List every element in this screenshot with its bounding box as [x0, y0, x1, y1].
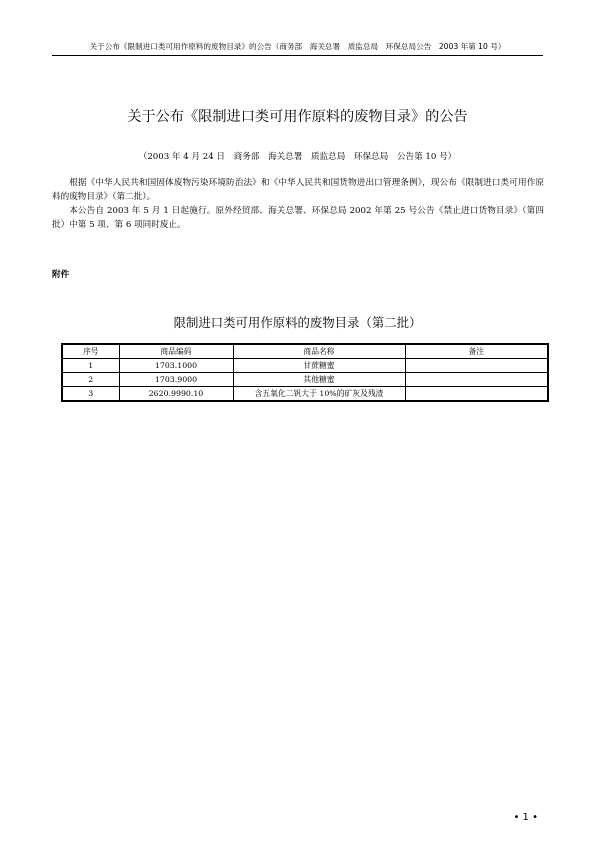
page-number: • 1 • [513, 812, 538, 823]
cell-code: 2620.9990.10 [119, 387, 233, 402]
column-header-serial: 序号 [62, 344, 119, 359]
table-row [62, 387, 548, 402]
column-header-remarks: 备注 [405, 344, 548, 359]
cell-name: 其他糖蜜 [233, 373, 405, 387]
column-header-name: 商品名称 [233, 344, 405, 359]
cell-serial: 2 [62, 373, 119, 387]
issuers-line: （2003 年 4 月 24 日 商务部 海关总署 质监总局 环保总局 公告第 10 号） [138, 152, 457, 162]
cell-remarks [405, 387, 548, 402]
table-title: 限制进口类可用作原料的废物目录（第二批） [173, 315, 422, 330]
table-row [62, 373, 548, 387]
cell-name: 甘蔗糖蜜 [233, 359, 405, 373]
cell-remarks [405, 373, 548, 387]
catalog-table [61, 343, 549, 402]
header-rule [52, 55, 543, 56]
body-paragraph: 本公告自 2003 年 5 月 1 日起施行。原外经贸部、海关总署、环保总局 2002 年第 25 号公告《禁止进口货物目录》（第四批）中第 5 项、第 6 项同时废止。 [52, 206, 544, 230]
running-header: 关于公布《限制进口类可用作原料的废物目录》的公告（商务部 海关总署 质监总局 环保总局公告 2003 年第 10 号） [89, 42, 506, 51]
document-title: 关于公布《限制进口类可用作原料的废物目录》的公告 [127, 109, 468, 125]
cell-serial: 1 [62, 359, 119, 373]
attachment-label: 附件 [52, 270, 70, 280]
cell-remarks [405, 359, 548, 373]
body-paragraph: 根据《中华人民共和国固体废物污染环境防治法》和《中华人民共和国货物进出口管理条例》，现公布《限制进口类可用作原料的废物目录》（第二批）。 [52, 178, 544, 202]
cell-name: 含五氧化二钒大于 10%的矿灰及残渣 [233, 387, 405, 402]
body-text [52, 176, 544, 232]
cell-code: 1703.1000 [119, 359, 233, 373]
table-header-row [62, 344, 548, 359]
cell-serial: 3 [62, 387, 119, 402]
cell-code: 1703.9000 [119, 373, 233, 387]
table-row [62, 359, 548, 373]
column-header-code: 商品编码 [119, 344, 233, 359]
